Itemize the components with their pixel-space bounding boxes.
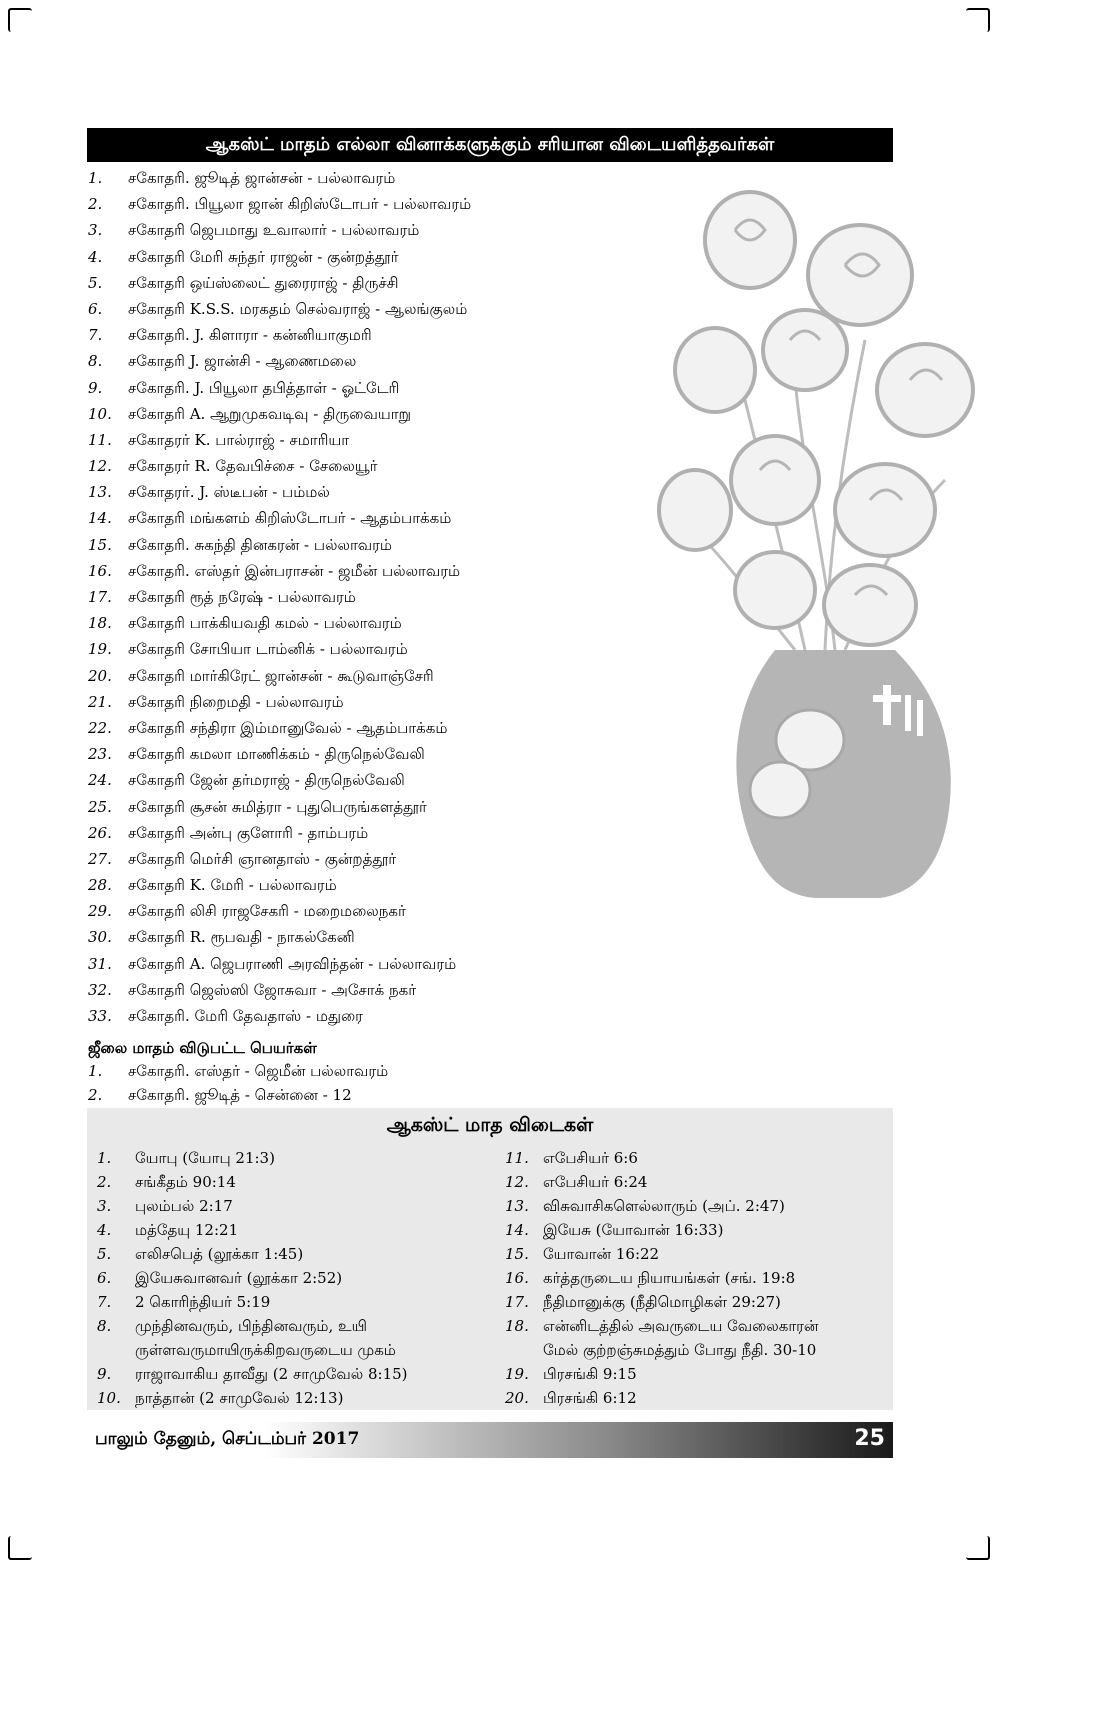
item-text: சகோதரி. ஜூடித் - சென்னை - 12	[128, 1086, 352, 1104]
item-number: 27.	[88, 849, 112, 868]
list-item	[88, 741, 648, 767]
item-text: சகோதரி மார்கிரேட் ஜான்சன் - கூடுவாஞ்சேரி	[128, 666, 434, 685]
item-number: 22.	[88, 718, 112, 737]
item-number: 7.	[88, 326, 103, 345]
item-text: சகோதரி K. மேரி - பல்லாவரம்	[128, 876, 337, 895]
answer-number: 2.	[97, 1173, 112, 1191]
item-text: சகோதரி அன்பு குளோரி - தாம்பரம்	[128, 823, 369, 842]
item-text: சகோதரி. மேரி தேவதாஸ் - மதுரை	[128, 1007, 363, 1025]
list-item	[88, 610, 648, 636]
item-number: 23.	[88, 745, 112, 764]
winners-heading: ஆகஸ்ட் மாதம் எல்லா வினாக்களுக்கும் சரியான விடையளித்தவர்கள்	[87, 128, 893, 162]
answer-number: 10.	[97, 1389, 121, 1407]
item-number: 4.	[88, 247, 103, 266]
item-number: 1.	[88, 169, 103, 187]
answers-right-column	[505, 1146, 891, 1410]
list-item	[88, 872, 648, 898]
answer-item	[97, 1218, 497, 1242]
answer-item	[97, 1146, 497, 1170]
list-item	[88, 1083, 388, 1107]
item-text: சகோதரி ரூத் நரேஷ் - பல்லாவரம்	[128, 588, 356, 606]
list-item	[88, 1059, 388, 1083]
list-item	[88, 715, 648, 741]
list-item	[88, 951, 648, 977]
answer-item	[97, 1266, 497, 1290]
list-item	[88, 636, 648, 662]
answer-item	[505, 1266, 891, 1290]
item-number: 2.	[88, 1086, 103, 1104]
answer-number: 14.	[505, 1221, 529, 1239]
item-text: சகோதரி சோபியா டாம்னிக் - பல்லாவரம்	[128, 640, 408, 659]
winners-list	[88, 165, 648, 1029]
answer-item	[505, 1242, 891, 1266]
item-number: 26.	[88, 823, 112, 842]
item-number: 19.	[88, 640, 112, 659]
list-item	[88, 165, 648, 191]
answer-item	[97, 1242, 497, 1266]
answer-text: மத்தேயு 12:21	[135, 1221, 239, 1239]
list-item	[88, 453, 648, 479]
page-footer	[87, 1422, 893, 1458]
answer-text: விசுவாசிகளெல்லாரும் (அப். 2:47)	[543, 1197, 785, 1215]
answer-text: எபேசியர் 6:24	[543, 1173, 648, 1191]
item-text: சகோதரி பாக்கியவதி கமல் - பல்லாவரம்	[128, 614, 402, 633]
item-number: 1.	[88, 1062, 103, 1080]
answer-number: 13.	[505, 1197, 529, 1215]
answer-text: இயேசுவானவர் (லூக்கா 2:52)	[135, 1269, 343, 1287]
item-number: 24.	[88, 771, 112, 790]
answer-item	[505, 1146, 891, 1170]
answer-text: நீதிமானுக்கு (நீதிமொழிகள் 29:27)	[543, 1293, 781, 1311]
answer-item	[505, 1362, 891, 1386]
answer-number: 15.	[505, 1245, 529, 1263]
answers-panel	[87, 1108, 893, 1410]
item-number: 20.	[88, 666, 112, 685]
list-item	[88, 244, 648, 270]
item-text: சகோதரி கமலா மாணிக்கம் - திருநெல்வேலி	[128, 745, 425, 764]
publication-name: பாலும் தேனும், செப்டம்பர் 2017	[95, 1429, 360, 1449]
list-item	[88, 427, 648, 453]
item-number: 6.	[88, 299, 103, 318]
rose-vase-illustration	[655, 180, 985, 900]
item-number: 21.	[88, 692, 112, 711]
answer-text: என்னிடத்தில் அவருடைய வேலைகாரன் மேல் குற்றஞ்சுமத்தும் போது நீதி. 30-10	[543, 1317, 819, 1359]
item-text: சகோதரி நிறைமதி - பல்லாவரம்	[128, 692, 344, 711]
answer-item	[505, 1170, 891, 1194]
item-number: 25.	[88, 797, 112, 816]
item-text: சகோதரி K.S.S. மரகதம் செல்வராஜ் - ஆலங்குலம்	[128, 299, 468, 318]
list-item	[88, 270, 648, 296]
list-item	[88, 898, 648, 924]
answer-item	[505, 1218, 891, 1242]
item-number: 16.	[88, 561, 112, 580]
answer-item	[97, 1194, 497, 1218]
page-corner-top-left	[8, 8, 32, 32]
answer-number: 7.	[97, 1293, 112, 1311]
missed-names-list	[88, 1059, 388, 1107]
answer-number: 12.	[505, 1173, 529, 1191]
item-number: 28.	[88, 876, 112, 895]
list-item	[88, 322, 648, 348]
answer-text: சங்கீதம் 90:14	[135, 1173, 236, 1191]
answer-text: இயேசு (யோவான் 16:33)	[543, 1221, 724, 1239]
list-item	[88, 401, 648, 427]
item-number: 12.	[88, 457, 112, 476]
answer-text: புலம்பல் 2:17	[135, 1197, 233, 1215]
list-item	[88, 846, 648, 872]
answer-number: 3.	[97, 1197, 112, 1215]
answers-left-column	[97, 1146, 497, 1410]
list-item	[88, 794, 648, 820]
answer-number: 6.	[97, 1269, 112, 1287]
list-item	[88, 532, 648, 558]
item-text: சகோதரி சந்திரா இம்மானுவேல் - ஆதம்பாக்கம்	[128, 718, 448, 737]
answer-number: 1.	[97, 1149, 112, 1167]
answer-item	[97, 1386, 497, 1410]
answer-item	[97, 1314, 497, 1362]
answer-number: 5.	[97, 1245, 112, 1263]
answer-text: யோபு (யோபு 21:3)	[135, 1149, 275, 1167]
answer-number: 11.	[505, 1149, 529, 1167]
answer-text: பிரசங்கி 6:12	[543, 1389, 637, 1407]
item-text: சகோதரி. எஸ்தர் - ஜெமீன் பல்லாவரம்	[128, 1062, 389, 1080]
item-text: சகோதரி ஜெஸ்ஸி ஜோசுவா - அசோக் நகர்	[128, 980, 417, 999]
answer-number: 16.	[505, 1269, 529, 1287]
item-text: சகோதரி மங்களம் கிறிஸ்டோபர் - ஆதம்பாக்கம்	[128, 509, 452, 528]
item-text: சகோதரி லிசி ராஜசேகரி - மறைமலைநகர்	[128, 902, 406, 921]
item-number: 32.	[88, 980, 112, 999]
item-number: 30.	[88, 928, 112, 947]
answer-item	[97, 1290, 497, 1314]
page-corner-bottom-right	[966, 1536, 990, 1560]
answer-text: யோவான் 16:22	[543, 1245, 660, 1263]
item-text: சகோதரி. சுகந்தி தினகரன் - பல்லாவரம்	[128, 535, 392, 554]
list-item	[88, 1003, 648, 1029]
item-number: 17.	[88, 588, 112, 606]
list-item	[88, 977, 648, 1003]
answer-number: 18.	[505, 1317, 529, 1335]
item-number: 18.	[88, 614, 112, 633]
answer-item	[97, 1170, 497, 1194]
item-text: சகோதரி ஒய்ஸ்லைட் துரைராஜ் - திருச்சி	[128, 273, 399, 292]
item-number: 29.	[88, 902, 112, 921]
item-number: 5.	[88, 273, 103, 292]
answer-text: 2 கொரிந்தியர் 5:19	[135, 1293, 271, 1311]
answer-number: 9.	[97, 1365, 112, 1383]
item-text: சகோதரர் R. தேவபிச்சை - சேலையூர்	[128, 457, 378, 476]
page-number: 25	[854, 1426, 885, 1451]
answer-text: எபேசியர் 6:6	[543, 1149, 638, 1167]
item-text: சகோதரி. J. கிளாரா - கன்னியாகுமரி	[128, 326, 372, 345]
item-text: சகோதரி. எஸ்தர் இன்பராசன் - ஜமீன் பல்லாவரம்	[128, 561, 461, 580]
answers-heading: ஆகஸ்ட் மாத விடைகள்	[386, 1114, 594, 1136]
answer-text: ராஜாவாகிய தாவீது (2 சாமுவேல் 8:15)	[135, 1365, 408, 1383]
item-text: சகோதரி J. ஜான்சி - ஆணைமலை	[128, 352, 357, 371]
item-number: 31.	[88, 954, 112, 973]
list-item	[88, 348, 648, 374]
answer-text: முந்தினவரும், பிந்தினவரும், உயி ருள்ளவருமாயிருக்கிறவருடைய முகம்	[135, 1317, 396, 1359]
item-text: சகோதரி. பியூலா ஜான் கிறிஸ்டோபர் - பல்லாவரம்	[128, 195, 472, 214]
list-item	[88, 767, 648, 793]
item-text: சகோதரி ஜெபமாது உவாலார் - பல்லாவரம்	[128, 221, 420, 240]
list-item	[88, 820, 648, 846]
item-number: 33.	[88, 1007, 112, 1025]
answer-text: நாத்தான் (2 சாமுவேல் 12:13)	[135, 1389, 344, 1407]
list-item	[88, 191, 648, 217]
list-item	[88, 296, 648, 322]
item-number: 11.	[88, 430, 112, 449]
answer-item	[505, 1386, 891, 1410]
item-number: 3.	[88, 221, 103, 240]
missed-names-heading: ஜீலை மாதம் விடுபட்ட பெயர்கள்	[88, 1039, 317, 1057]
list-item	[88, 924, 648, 950]
item-text: சகோதரி சூசன் சுமித்ரா - புதுபெருங்களத்தூர்	[128, 797, 427, 816]
answer-number: 20.	[505, 1389, 529, 1407]
page-corner-top-right	[966, 8, 990, 32]
item-number: 8.	[88, 352, 103, 371]
answer-number: 4.	[97, 1221, 112, 1239]
item-text: சகோதரி R. ரூபவதி - நாகல்கேனி	[128, 928, 355, 947]
answer-number: 8.	[97, 1317, 112, 1335]
list-item	[88, 558, 648, 584]
item-text: சகோதரி மேரி சுந்தர் ராஜன் - குன்றத்தூர்	[128, 247, 399, 266]
item-number: 10.	[88, 404, 112, 423]
item-text: சகோதரி மெர்சி ஞானதாஸ் - குன்றத்தூர்	[128, 849, 397, 868]
item-text: சகோதரி A. ஜெபராணி அரவிந்தன் - பல்லாவரம்	[128, 954, 457, 973]
item-number: 2.	[88, 195, 103, 214]
answer-number: 17.	[505, 1293, 529, 1311]
answer-number: 19.	[505, 1365, 529, 1383]
answer-item	[505, 1290, 891, 1314]
answer-text: எலிசபெத் (லூக்கா 1:45)	[135, 1245, 304, 1263]
item-text: சகோதரர் K. பால்ராஜ் - சமாரியா	[128, 430, 350, 449]
item-number: 15.	[88, 535, 112, 554]
list-item	[88, 375, 648, 401]
answer-text: பிரசங்கி 9:15	[543, 1365, 637, 1383]
item-text: சகோதரி ஜேன் தர்மராஜ் - திருநெல்வேலி	[128, 771, 405, 790]
answer-item	[505, 1314, 891, 1362]
list-item	[88, 217, 648, 243]
item-number: 14.	[88, 509, 112, 528]
list-item	[88, 479, 648, 505]
list-item	[88, 663, 648, 689]
answer-item	[97, 1362, 497, 1386]
answer-item	[505, 1194, 891, 1218]
list-item	[88, 689, 648, 715]
item-number: 9.	[88, 378, 103, 397]
item-text: சகோதரர். J. ஸ்டீபன் - பம்மல்	[128, 483, 330, 502]
item-text: சகோதரி. J. பியூலா தபித்தாள் - ஓட்டேரி	[128, 378, 400, 397]
item-text: சகோதரி A. ஆறுமுகவடிவு - திருவையாறு	[128, 404, 412, 423]
item-number: 13.	[88, 483, 112, 502]
answer-text: கர்த்தருடைய நியாயங்கள் (சங். 19:8	[543, 1269, 796, 1287]
page-corner-bottom-left	[8, 1536, 32, 1560]
list-item	[88, 584, 648, 610]
item-text: சகோதரி. ஜூடித் ஜான்சன் - பல்லாவரம்	[128, 169, 396, 187]
list-item	[88, 505, 648, 531]
